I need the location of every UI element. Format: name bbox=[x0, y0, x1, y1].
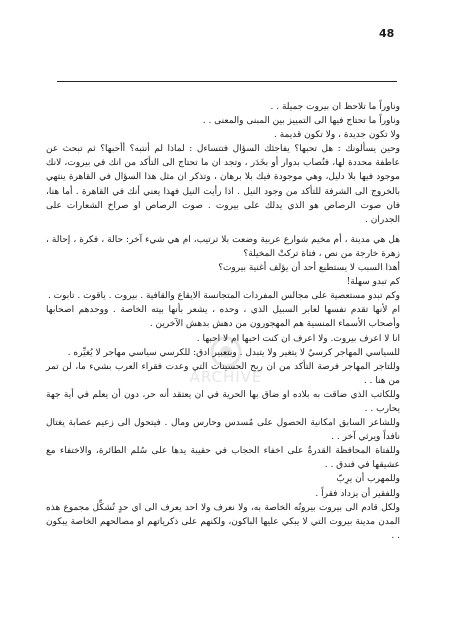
paragraph: هل هي مدينة ، أم مخيم شوارع عربية وضعت بلا ترتيب، ام هي شيء آخر: حالة ، فكرة ، إحالة ، زهرة خارجة من نص ، فتاة تركتْ المخيلة؟ bbox=[46, 234, 400, 259]
paragraph: للسياسي المهاجر كرسيٌ لا يتغير ولا يتبدل . وبتعبير ادق: للكرسي سياسي مهاجر لا يُغيِّره . bbox=[67, 347, 400, 358]
paragraph: كم تبدو سهلة! bbox=[346, 277, 400, 288]
paragraph: ولا تكون جديدة ، ولا تكون قديمة . bbox=[273, 130, 400, 141]
header-rule bbox=[57, 81, 397, 82]
paragraph: وللشاعر السابق امكانية الحصول على مُسدس وحارس ومال . فيتحول الى زعيم عصابة يغتال نافداً ويرثي آخر . . bbox=[46, 418, 400, 443]
paragraph: وللكاتب الذي ضاقت به بلاده او ضاق بها الحرية في ان يعتقد أنه حر، دون أن يعلم في أية جهة يحارب . . bbox=[46, 389, 400, 414]
body-text bbox=[46, 100, 400, 543]
paragraph: ولكل قادم الى بيروت بيروتُه الخاصة به، ولا نعرف ولا احد يعرف الى اي حدٍ تُشكِّل مجموع هذه المدن مدينة بيروت التي لا يبكي عليها الباكون، ولكنهم على ذكرياتهم او مصالحهم الخاصة يبكون . . bbox=[46, 502, 400, 541]
paragraph: وحين يسألونك : هل تحبها؟ يفاجئك السؤال فتتساءل : لماذا لم أنتبه؟ أأحبها؟ ثم تبحث عن عاطفة محددة لها، فتُصاب بدوار أو بخَدَر ، وتجد ان ما تحتاج الى التأكد من انك في بيروت، لانك موجود فيها بلا دليل، وهي موجودة فيك بلا برهان ، وتذكر ان مثل هذا السؤال في القاهرة ينتهي بالخروج الى الشرفة للتأكد من وجود النيل . اذا رأيت النيل فهذا يعني أنك في القاهرة . أما هنا، فان صوت الرصاص هو الذي يدلك على بيروت . صوت الرصاص او صراخ الشعارات على الجدران . bbox=[46, 144, 400, 225]
paragraph: ام لأنها تقدم نفسها لعابر السبيل الذي ، وحده ، يشعر بأنها بيته الخاصة . ووحدهم اصحابها وأصحاب الأسماء المنسية هم المهجورون من دهش بدهش الآخرين . bbox=[46, 305, 400, 330]
paragraph: وللمهرب أن يرِبّ bbox=[336, 474, 400, 485]
paragraph: وللفتاة المحافظة القدرةُ على اخفاء الحجاب في حقيبة يدها على سُلم الطائرة، والاختفاء مع عشيقها في فندق . . bbox=[46, 446, 400, 471]
paragraph: وللفقير أن يزداد فقراً . bbox=[315, 488, 400, 499]
paragraph: وللتاجر المهاجر فرصة التأكد من ان ربح الحسينات التي وعدت فقراء العرب بشيء ما، لن تمر من هنا . . bbox=[46, 361, 400, 386]
watermark-text: ARCHIVE bbox=[189, 368, 263, 386]
paragraph: وناوراً ما تلاحظ ان بيروت جميلة . . bbox=[270, 102, 400, 112]
paragraph: وكم تبدو مستعصية على مجالس المفردات المتجانسة الايقاع والقافية . بيروت . ياقوت . تابوت . bbox=[47, 291, 400, 302]
paragraph: انا لا اعرف بيروت. ولا اعرف ان كنت احبها ام لا احبها . bbox=[196, 333, 400, 344]
page-number: 48 bbox=[379, 27, 395, 40]
paragraph: وناوراً ما تحتاج فيها الى التمييز بين المبنى والمعنى . . bbox=[202, 116, 400, 127]
paragraph: أهذا السبب لا يستطيع أحد أن يؤلف أغنية بيروت؟ bbox=[218, 263, 400, 274]
